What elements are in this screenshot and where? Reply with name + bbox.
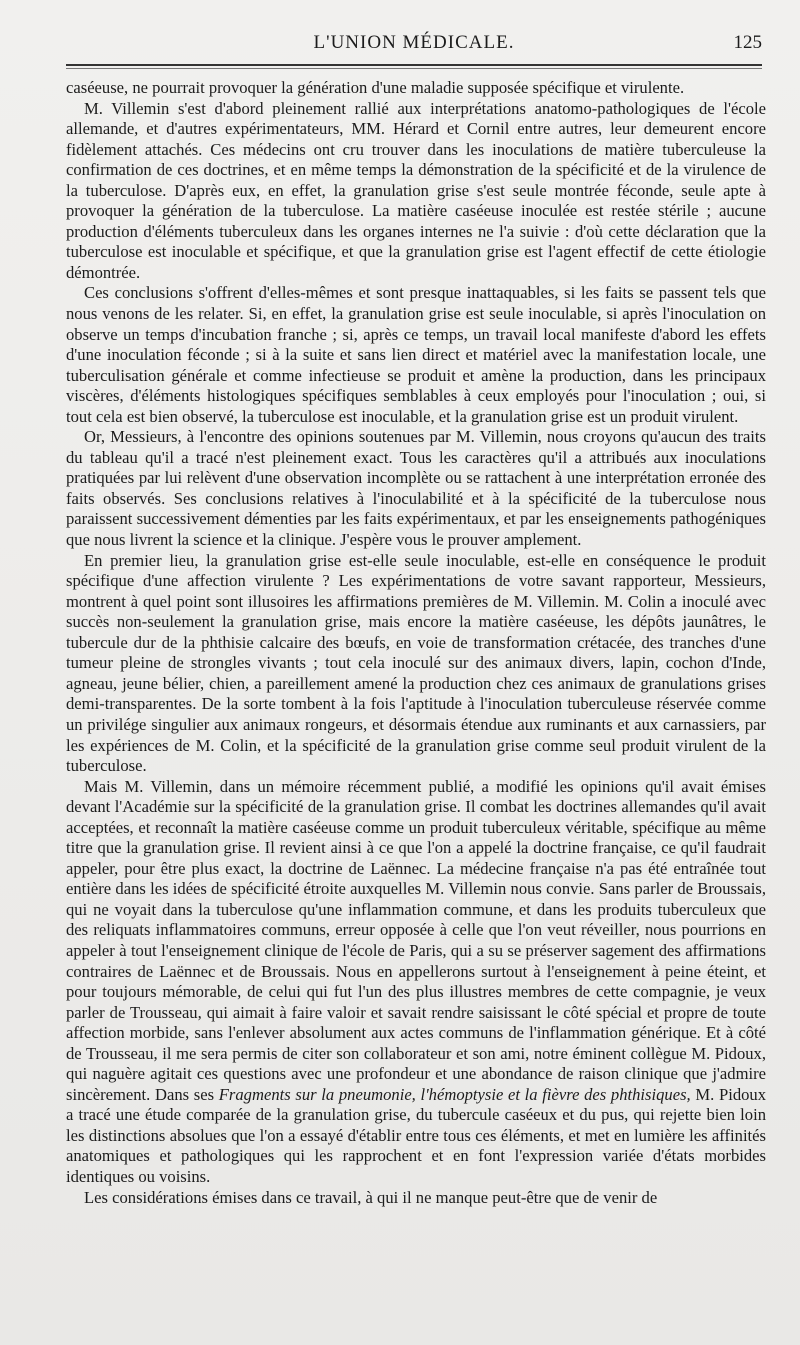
page-number: 125 <box>733 32 762 53</box>
paragraph: Or, Messieurs, à l'encontre des opinions soutenues par M. Villemin, nous croyons qu'aucun des traits du tableau qu'il a tracé n'est pleinement exact. Tous les caractères qu'il a attribués aux inoculations pratiquées par lui relèvent d'une observation incomplète ou se rattachent à une interprétation erronée des faits observés. Ses conclusions relatives à l'inoculabilité et à la spécificité de la tuberculose nous paraissent successivement démenties par les faits expérimentaux, et par les enseignements pathogéniques que nous livrent la science et la clinique. J'espère vous le prouver amplement. <box>66 427 766 550</box>
paragraph: M. Villemin s'est d'abord pleinement rallié aux interprétations anatomo-pathologiques de l'école allemande, et d'autres expérimentateurs, MM. Hérard et Cornil entre autres, leur demeurent encore fidèlement attachés. Ces médecins ont cru trouver dans les inoculations de matière tuberculeuse la confirmation de ces doctrines, et en même temps la démonstration de la spécificité et de la virulence de la tuberculose. D'après eux, en effet, la granulation grise s'est seule montrée féconde, seule apte à provoquer la génération de la tuberculose. La matière caséeuse inoculée est restée stérile ; aucune production d'éléments tuberculeux dans les organes internes ne l'a suivie : d'où cette déclaration que la tuberculose est inoculable et spécifique, et que la granulation grise est l'agent effectif de cette étiologie démontrée. <box>66 98 766 282</box>
paragraph: Ces conclusions s'offrent d'elles-mêmes et sont presque inattaquables, si les faits se passent tels que nous venons de les relater. Si, en effet, la granulation grise est seule inoculable, si après l'inoculation on observe un temps d'incubation franche ; si, après ce temps, un travail local manifeste d'abord les effets d'une inoculation féconde ; si à la suite et sans lien direct et matériel avec la manifestation locale, une tuberculisation générale et comme infectieuse se produit et amène la production, dans les principaux viscères, d'éléments histologiques spécifiques semblables à ceux employés pour l'inoculation ; oui, si tout cela est bien observé, la tuberculose est inoculable, et la granulation grise est un produit virulent. <box>66 283 766 426</box>
cited-work-title: Fragments sur la pneumonie, l'hémoptysie et la fièvre des phthisiques, <box>218 1084 691 1104</box>
paragraph <box>66 777 766 1188</box>
header-rule <box>66 64 762 66</box>
page-header <box>66 26 762 56</box>
paragraph: caséeuse, ne pourrait provoquer la génération d'une maladie supposée spécifique et virulente. <box>66 78 685 97</box>
header-rule-thin <box>66 68 762 69</box>
running-head: L'UNION MÉDICALE. <box>313 32 515 53</box>
paragraph: En premier lieu, la granulation grise est-elle seule inoculable, est-elle en conséquence le produit spécifique d'une affection virulente ? Les expérimentations de votre savant rapporteur, Messieurs, montrent à quel point sont illusoires les affirmations premières de M. Villemin. M. Colin a inoculé avec succès non-seulement la granulation grise, mais encore la matière caséeuse, les dépôts jaunâtres, le tubercule dur de la phthisie calcaire des bœufs, en voie de transformation crétacée, des tranches d'une tumeur pleine de strongles vivants ; tout cela inoculé sur des animaux divers, lapin, cochon d'Inde, agneau, jeune bélier, chien, a pareillement amené la production chez ces animaux de granulations grises demi-transparentes. De la sorte tombent à la fois l'aptitude à l'inoculation tuberculeuse réservée comme un privilége singulier aux animaux rongeurs, et désormais étendue aux ruminants et aux carnassiers, par les expériences de M. Colin, et la spécificité de la granulation grise comme seul produit virulent de la tuberculose. <box>66 550 766 776</box>
body-text <box>66 78 766 1208</box>
paragraph: Les considérations émises dans ce travail, à qui il ne manque peut-être que de venir de <box>84 1187 658 1207</box>
paragraph-text: M. Pidoux a tracé une étude comparée de la granulation grise, du tubercule caséeux et du pus, qui rejette bien loin les distinctions absolues que l'on a essayé d'établir entre tous ces éléments, et met en lumière les affinités anatomiques et pathologiques qui les rapprochent et en font l'expression variée d'états morbides identiques ou voisins. <box>66 1084 767 1186</box>
paragraph-text: Mais M. Villemin, dans un mémoire récemment publié, a modifié les opinions qu'il avait émises devant l'Académie sur la spécificité de la granulation grise. Il combat les doctrines allemandes qu'il avait acceptées, et reconnaît la matière caséeuse comme un produit tuberculeux véritable, spécifique au même titre que la granulation grise. Il revient ainsi à ce que l'on a appelé la doctrine française, ce qu'il faudrait appeler, pour être plus exact, la doctrine de Laënnec. La médecine française n'a pas été entraînée tout entière dans les idées de spécificité étroite auxquelles M. Villemin nous convie. Sans parler de Broussais, qui ne voyait dans la tuberculose qu'une inflammation commune, et dans les produits tuberculeux que des reliquats inflammatoires communs, erreur opposée à celle que l'on veut réveiller, nous pourrions en appeler à tout l'enseignement clinique de l'école de Paris, qui a su se préserver sagement des affirmations contraires de Laënnec et de Broussais. Nous en appellerons surtout à l'enseignement à peine éteint, et pour toujours mémorable, de celui qui fut l'un des plus illustres membres de cette compagnie, je veux parler de Trousseau, qui aimait à faire valoir et savait rendre saisissant le côté spécial et propre de toute affection morbide, sans l'enlever absolument aux actes communs de l'inflammation générique. Et à côté de Trousseau, il me sera permis de citer son collaborateur et son ami, notre éminent collègue M. Pidoux, qui naguère agitait ces questions avec une profondeur et une abondance de raison clinique que j'admire sincèrement. Dans ses <box>66 776 766 1104</box>
